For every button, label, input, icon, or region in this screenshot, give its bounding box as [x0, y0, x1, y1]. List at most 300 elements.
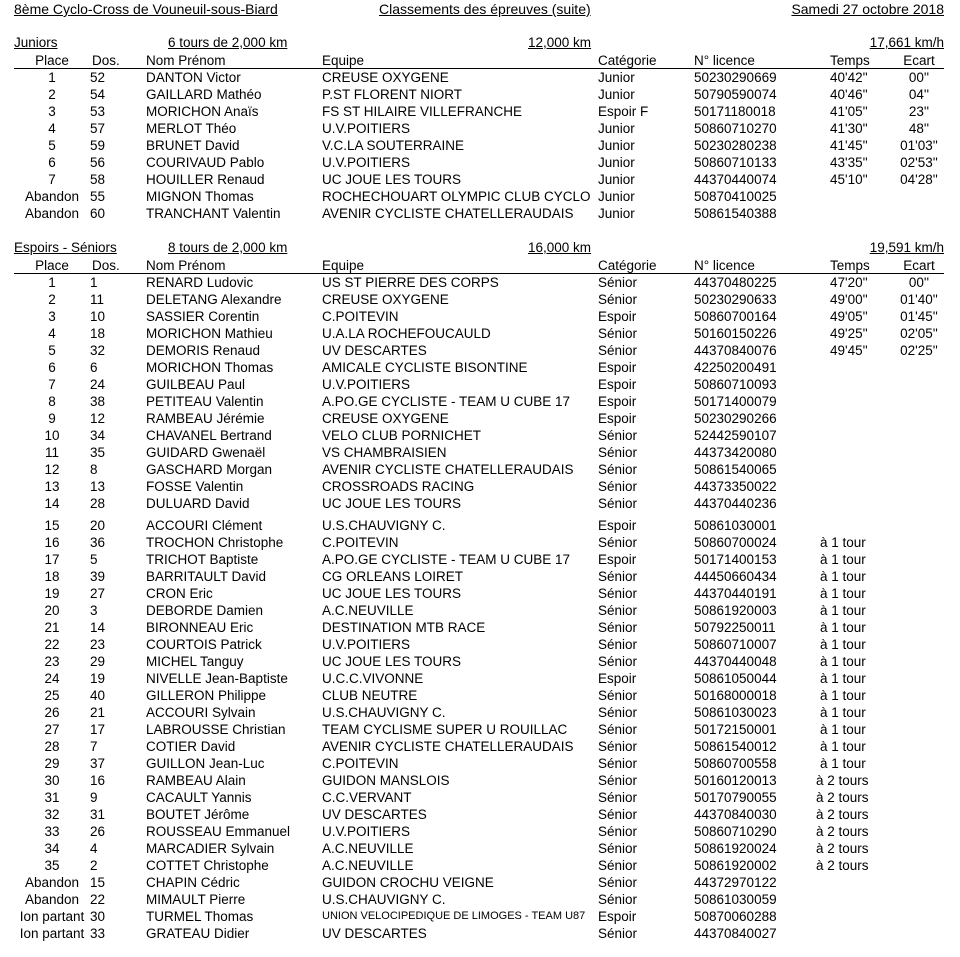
cell-licence: 44370840076 [694, 343, 777, 358]
cell-category: Sénior [598, 892, 638, 907]
cell-licence: 50861030059 [694, 892, 777, 907]
cell-name: COURTOIS Patrick [146, 637, 262, 652]
cell-place: 15 [44, 518, 60, 533]
cell-licence: 44370480225 [694, 275, 777, 290]
table-row [14, 857, 944, 874]
cell-licence: 50860710133 [694, 155, 777, 170]
cell-place: 7 [48, 172, 56, 187]
cell-gap: 04'' [908, 87, 930, 102]
table-row [14, 444, 944, 461]
cell-gap: 02'25'' [900, 343, 938, 358]
cell-time: 45'10'' [830, 172, 868, 187]
cell-name: TRICHOT Baptiste [146, 552, 259, 567]
cell-licence: 50860700558 [694, 756, 777, 771]
cell-name: BOUTET Jérôme [146, 807, 250, 822]
cell-category: Sénior [598, 603, 638, 618]
cell-lap-gap: à 2 tours [816, 841, 869, 856]
cell-licence: 50790590074 [694, 87, 777, 102]
table-row [14, 291, 944, 308]
col-team: Equipe [322, 258, 365, 273]
cell-category: Sénior [598, 496, 638, 511]
cell-name: COURIVAUD Pablo [146, 155, 265, 170]
cell-dos: 22 [90, 892, 106, 907]
juniors-results [14, 69, 944, 222]
cell-lap-gap: à 1 tour [820, 654, 866, 669]
cell-dos: 34 [90, 428, 106, 443]
cell-category: Sénior [598, 705, 638, 720]
cell-name: MARCADIER Sylvain [146, 841, 275, 856]
cell-name: RENARD Ludovic [146, 275, 254, 290]
cell-name: PETITEAU Valentin [146, 394, 264, 409]
cell-name: MIMAULT Pierre [146, 892, 246, 907]
cell-category: Sénior [598, 586, 638, 601]
cell-licence: 50861030023 [694, 705, 777, 720]
cell-dos: 31 [90, 807, 106, 822]
cell-dos: 11 [90, 292, 105, 307]
cell-team: A.C.NEUVILLE [322, 841, 414, 856]
cell-name: TURMEL Thomas [146, 909, 254, 924]
cell-dos: 5 [90, 552, 98, 567]
cell-dos: 13 [90, 479, 106, 494]
cell-place: 29 [44, 756, 60, 771]
cell-place: 34 [44, 841, 60, 856]
col-licence: N° licence [694, 258, 755, 273]
table-row [14, 823, 944, 840]
cell-gap: 02'05'' [900, 326, 938, 341]
cell-team: C.POITEVIN [322, 309, 399, 324]
cell-place: 17 [44, 552, 60, 567]
cell-dos: 2 [90, 858, 98, 873]
cell-place: Abandon [24, 892, 80, 907]
table-row [14, 687, 944, 704]
cell-name: GAILLARD Mathéo [146, 87, 262, 102]
cell-team: ROCHECHOUART OLYMPIC CLUB CYCLO [322, 189, 591, 204]
table-row [14, 308, 944, 325]
col-name: Nom Prénom [146, 53, 226, 68]
col-gap: Ecart [903, 53, 935, 68]
cell-dos: 36 [90, 535, 106, 550]
cell-lap-gap: à 1 tour [820, 535, 866, 550]
cell-dos: 57 [90, 121, 106, 136]
cell-name: ACCOURI Clément [146, 518, 263, 533]
cell-category: Sénior [598, 292, 638, 307]
cell-time: 41'45'' [830, 138, 868, 153]
cell-dos: 27 [90, 586, 106, 601]
cell-lap-gap: à 1 tour [820, 620, 866, 635]
table-row [14, 325, 944, 342]
cell-licence: 50870060288 [694, 909, 777, 924]
cell-name: DEMORIS Renaud [146, 343, 261, 358]
cell-licence: 44370840027 [694, 926, 777, 941]
cell-category: Junior [598, 172, 635, 187]
cell-category: Junior [598, 87, 635, 102]
cell-name: MORICHON Thomas [146, 360, 274, 375]
cell-licence: 50860700164 [694, 309, 777, 324]
cell-name: MERLOT Théo [146, 121, 237, 136]
cell-lap-gap: à 1 tour [820, 603, 866, 618]
cell-place: 25 [44, 688, 60, 703]
cell-dos: 23 [90, 637, 106, 652]
cell-name: GUILBEAU Paul [146, 377, 246, 392]
cell-category: Espoir [598, 377, 637, 392]
cell-place: 24 [44, 671, 60, 686]
cell-place: 32 [44, 807, 60, 822]
cell-dos: 18 [90, 326, 106, 341]
cell-lap-gap: à 1 tour [820, 637, 866, 652]
cell-team: C.POITEVIN [322, 535, 399, 550]
cell-place: 6 [48, 155, 56, 170]
cell-category: Sénior [598, 756, 638, 771]
table-header [14, 257, 944, 274]
cell-team: U.S.CHAUVIGNY C. [322, 518, 446, 533]
cell-name: MORICHON Mathieu [146, 326, 273, 341]
cell-place: 28 [44, 739, 60, 754]
cell-name: GILLERON Philippe [146, 688, 267, 703]
cell-team: A.PO.GE CYCLISTE - TEAM U CUBE 17 [322, 394, 571, 409]
cell-team: CLUB NEUTRE [322, 688, 418, 703]
col-gap: Ecart [903, 258, 935, 273]
cell-time: 43'35'' [830, 155, 868, 170]
cell-team: UC JOUE LES TOURS [322, 586, 462, 601]
cell-place: 33 [44, 824, 60, 839]
table-row [14, 670, 944, 687]
cell-lap-gap: à 2 tours [816, 773, 869, 788]
cell-licence: 44372970122 [694, 875, 777, 890]
cell-place: Abandon [24, 206, 80, 221]
cell-team: FS ST HILAIRE VILLEFRANCHE [322, 104, 523, 119]
cell-place: 5 [48, 138, 56, 153]
cell-team: U.V.POITIERS [322, 824, 411, 839]
cell-dos: 40 [90, 688, 106, 703]
cell-place: 2 [48, 292, 56, 307]
cell-category: Sénior [598, 773, 638, 788]
section-laps: 8 tours de 2,000 km [168, 240, 288, 255]
cell-lap-gap: à 2 tours [816, 824, 869, 839]
cell-licence: 42250200491 [694, 360, 777, 375]
cell-team: DESTINATION MTB RACE [322, 620, 486, 635]
cell-licence: 50170790055 [694, 790, 777, 805]
cell-place: 2 [48, 87, 56, 102]
cell-place: 22 [44, 637, 60, 652]
cell-team: CREUSE OXYGENE [322, 70, 449, 85]
cell-name: TROCHON Christophe [146, 535, 284, 550]
cell-category: Sénior [598, 722, 638, 737]
cell-category: Sénior [598, 637, 638, 652]
table-row [14, 619, 944, 636]
table-row [14, 154, 944, 171]
cell-licence: 50861920002 [694, 858, 777, 873]
cell-category: Espoir [598, 394, 637, 409]
cell-category: Espoir [598, 411, 637, 426]
cell-licence: 50860700024 [694, 535, 777, 550]
cell-category: Sénior [598, 841, 638, 856]
cell-place: 8 [48, 394, 56, 409]
cell-licence: 50860710093 [694, 377, 777, 392]
table-row [14, 342, 944, 359]
cell-team: VS CHAMBRAISIEN [322, 445, 447, 460]
table-row [14, 925, 944, 942]
cell-team: U.S.CHAUVIGNY C. [322, 892, 446, 907]
cell-team: A.C.NEUVILLE [322, 603, 414, 618]
cell-lap-gap: à 1 tour [820, 756, 866, 771]
cell-category: Sénior [598, 858, 638, 873]
cell-category: Sénior [598, 479, 638, 494]
cell-lap-gap: à 2 tours [816, 858, 869, 873]
cell-lap-gap: à 2 tours [816, 807, 869, 822]
col-dos: Dos. [92, 258, 120, 273]
section-laps: 6 tours de 2,000 km [168, 35, 288, 50]
table-row [14, 908, 944, 925]
cell-gap: 00'' [908, 70, 930, 85]
cell-place: Ion partant [19, 909, 85, 924]
cell-place: 14 [44, 496, 60, 511]
cell-place: 35 [44, 858, 60, 873]
cell-dos: 19 [90, 671, 106, 686]
cell-name: RAMBEAU Jérémie [146, 411, 265, 426]
cell-dos: 17 [90, 722, 106, 737]
cell-licence: 44373350022 [694, 479, 777, 494]
cell-dos: 33 [90, 926, 106, 941]
cell-category: Espoir [598, 671, 637, 686]
table-row [14, 551, 944, 568]
cell-name: RAMBEAU Alain [146, 773, 246, 788]
cell-lap-gap: à 2 tours [816, 790, 869, 805]
cell-gap: 01'40'' [900, 292, 938, 307]
cell-category: Sénior [598, 875, 638, 890]
cell-team: AMICALE CYCLISTE BISONTINE [322, 360, 528, 375]
section-speed: 17,661 km/h [869, 35, 944, 50]
cell-name: DEBORDE Damien [146, 603, 264, 618]
cell-place: 6 [48, 360, 56, 375]
cell-licence: 50230290633 [694, 292, 777, 307]
cell-place: 7 [48, 377, 56, 392]
cell-name: COTTET Christophe [146, 858, 269, 873]
cell-place: 13 [44, 479, 60, 494]
cell-category: Espoir [598, 909, 637, 924]
cell-category: Sénior [598, 343, 638, 358]
cell-name: GRATEAU Didier [146, 926, 250, 941]
cell-name: COTIER David [146, 739, 236, 754]
col-place: Place [35, 258, 69, 273]
table-row [14, 874, 944, 891]
cell-lap-gap: à 1 tour [820, 569, 866, 584]
event-title: 8ème Cyclo-Cross de Vouneuil-sous-Biard [14, 1, 278, 17]
cell-licence: 44370840030 [694, 807, 777, 822]
seniors-section [14, 240, 944, 942]
cell-team: TEAM CYCLISME SUPER U ROUILLAC [322, 722, 568, 737]
cell-time: 49'05'' [830, 309, 868, 324]
cell-licence: 50861920024 [694, 841, 777, 856]
cell-time: 41'05'' [830, 104, 868, 119]
cell-dos: 16 [90, 773, 106, 788]
cell-place: 10 [44, 428, 60, 443]
cell-place: 20 [44, 603, 60, 618]
cell-licence: 44370440074 [694, 172, 777, 187]
cell-category: Sénior [598, 790, 638, 805]
cell-time: 40'46'' [830, 87, 868, 102]
page-header [14, 1, 944, 19]
table-header [14, 52, 944, 69]
cell-name: CACAULT Yannis [146, 790, 252, 805]
col-category: Catégorie [598, 53, 657, 68]
cell-name: CRON Eric [146, 586, 213, 601]
cell-name: BRUNET David [146, 138, 240, 153]
cell-category: Sénior [598, 620, 638, 635]
cell-team: U.V.POITIERS [322, 377, 411, 392]
section-category: Espoirs - Séniors [14, 240, 117, 255]
cell-dos: 54 [90, 87, 106, 102]
cell-team: UV DESCARTES [322, 926, 427, 941]
table-row [14, 636, 944, 653]
cell-place: 18 [44, 569, 60, 584]
cell-dos: 56 [90, 155, 106, 170]
cell-name: DANTON Victor [146, 70, 241, 85]
cell-dos: 8 [90, 462, 98, 477]
cell-team: GUIDON MANSLOIS [322, 773, 450, 788]
cell-team: UV DESCARTES [322, 807, 427, 822]
cell-team: GUIDON CROCHU VEIGNE [322, 875, 494, 890]
cell-dos: 20 [90, 518, 106, 533]
cell-category: Sénior [598, 275, 638, 290]
col-name: Nom Prénom [146, 258, 226, 273]
table-row [14, 568, 944, 585]
cell-name: DELETANG Alexandre [146, 292, 282, 307]
cell-licence: 44370440236 [694, 496, 777, 511]
cell-dos: 53 [90, 104, 106, 119]
cell-team: CROSSROADS RACING [322, 479, 475, 494]
cell-category: Sénior [598, 535, 638, 550]
cell-category: Junior [598, 206, 635, 221]
cell-licence: 50172150001 [694, 722, 777, 737]
cell-category: Espoir F [598, 104, 649, 119]
cell-place: 9 [48, 411, 56, 426]
col-team: Equipe [322, 53, 365, 68]
table-row [14, 891, 944, 908]
table-row [14, 376, 944, 393]
cell-team: UC JOUE LES TOURS [322, 496, 462, 511]
cell-dos: 60 [90, 206, 106, 221]
seniors-results [14, 274, 944, 512]
cell-category: Sénior [598, 688, 638, 703]
cell-team: A.C.NEUVILLE [322, 858, 414, 873]
cell-dos: 15 [90, 875, 106, 890]
cell-name: BARRITAULT David [146, 569, 267, 584]
table-row [14, 393, 944, 410]
cell-team: UC JOUE LES TOURS [322, 172, 462, 187]
seniors-lapped-results [14, 517, 944, 942]
col-time: Temps [830, 53, 870, 68]
cell-place: 19 [44, 586, 60, 601]
cell-team: P.ST FLORENT NIORT [322, 87, 463, 102]
cell-gap: 01'45'' [900, 309, 938, 324]
cell-place: 1 [48, 275, 56, 290]
cell-team: C.C.VERVANT [322, 790, 412, 805]
table-row [14, 585, 944, 602]
section-category: Juniors [14, 35, 58, 50]
cell-team: AVENIR CYCLISTE CHATELLERAUDAIS [322, 739, 574, 754]
cell-place: 16 [44, 535, 60, 550]
cell-gap: 00'' [908, 275, 930, 290]
cell-time: 41'30'' [830, 121, 868, 136]
table-row [14, 171, 944, 188]
cell-category: Junior [598, 155, 635, 170]
cell-category: Sénior [598, 445, 638, 460]
cell-dos: 21 [90, 705, 106, 720]
cell-licence: 50861050044 [694, 671, 777, 686]
cell-licence: 50860710007 [694, 637, 777, 652]
cell-team: U.A.LA ROCHEFOUCAULD [322, 326, 491, 341]
cell-licence: 50230290266 [694, 411, 777, 426]
cell-dos: 58 [90, 172, 106, 187]
cell-category: Sénior [598, 654, 638, 669]
cell-licence: 50870410025 [694, 189, 777, 204]
cell-lap-gap: à 1 tour [820, 586, 866, 601]
table-row [14, 461, 944, 478]
table-row [14, 69, 944, 86]
cell-licence: 50792250011 [694, 620, 776, 635]
cell-team: U.C.C.VIVONNE [322, 671, 424, 686]
cell-category: Junior [598, 70, 635, 85]
cell-dos: 14 [90, 620, 106, 635]
cell-licence: 50230290669 [694, 70, 777, 85]
cell-team: CG ORLEANS LOIRET [322, 569, 464, 584]
cell-name: CHAPIN Cédric [146, 875, 240, 890]
table-row [14, 653, 944, 670]
cell-licence: 44370440191 [694, 586, 777, 601]
table-row [14, 410, 944, 427]
cell-time: 47'20'' [830, 275, 868, 290]
cell-dos: 9 [90, 790, 98, 805]
cell-category: Sénior [598, 326, 638, 341]
cell-category: Sénior [598, 807, 638, 822]
table-row [14, 188, 944, 205]
table-row [14, 274, 944, 291]
cell-category: Espoir [598, 518, 637, 533]
cell-place: Abandon [24, 875, 80, 890]
table-row [14, 755, 944, 772]
cell-name: CHAVANEL Bertrand [146, 428, 272, 443]
cell-category: Espoir [598, 360, 637, 375]
table-row [14, 772, 944, 789]
cell-name: GUILLON Jean-Luc [146, 756, 265, 771]
cell-licence: 50160150226 [694, 326, 777, 341]
cell-place: Abandon [24, 189, 80, 204]
cell-team: US ST PIERRE DES CORPS [322, 275, 499, 290]
table-row [14, 478, 944, 495]
cell-team: CREUSE OXYGENE [322, 292, 449, 307]
cell-gap: 02'53'' [900, 155, 938, 170]
cell-licence: 44373420080 [694, 445, 777, 460]
cell-licence: 50230280238 [694, 138, 777, 153]
col-time: Temps [830, 258, 870, 273]
section-distance: 12,000 km [528, 35, 592, 50]
col-dos: Dos. [92, 53, 120, 68]
table-row [14, 534, 944, 551]
cell-name: FOSSE Valentin [146, 479, 244, 494]
cell-place: 21 [44, 620, 60, 635]
table-row [14, 806, 944, 823]
table-row [14, 738, 944, 755]
cell-lap-gap: à 1 tour [820, 705, 866, 720]
table-row [14, 495, 944, 512]
cell-place: 27 [44, 722, 60, 737]
cell-name: MICHEL Tanguy [146, 654, 244, 669]
section-title-row [14, 35, 944, 52]
cell-gap: 23'' [908, 104, 930, 119]
cell-name: TRANCHANT Valentin [146, 206, 281, 221]
table-row [14, 517, 944, 534]
table-row [14, 86, 944, 103]
